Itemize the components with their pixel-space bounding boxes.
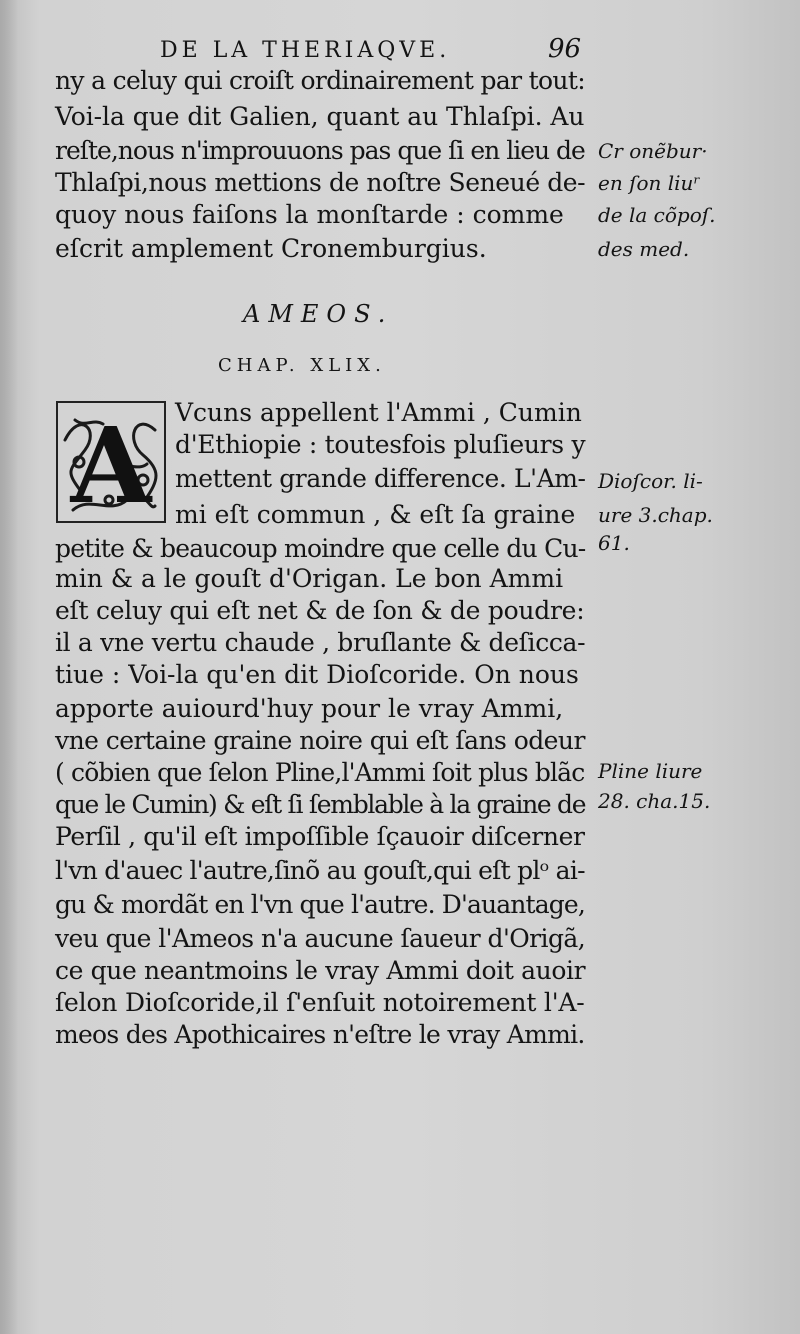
text-line: quoy nous faiſons la monſtarde : comme [55, 200, 564, 229]
text-line: mettent grande difference. L'Am- [175, 464, 586, 493]
margin-note-line: ure 3.chap. [598, 503, 713, 527]
text-line: gu & mordãt en l'vn que l'autre. D'auantage, [55, 890, 585, 919]
text-line: ſelon Dioſcoride,il ſ'enſuit notoirement l'A- [55, 988, 585, 1017]
text-line: eſcrit amplement Cronemburgius. [55, 234, 487, 263]
drop-cap-letter: A [70, 404, 152, 524]
margin-note-line: 61. [598, 531, 630, 555]
text-line: apporte auiourd'huy pour le vray Ammi, [55, 694, 564, 723]
text-line: Vcuns appellent l'Ammi , Cumin [175, 398, 582, 427]
ornamental-initial-a-icon [55, 400, 167, 524]
chapter-heading: CHAP. XLIX. [218, 355, 386, 376]
margin-note-line: Dioſcor. li- [598, 469, 703, 493]
text-line: l'vn d'auec l'autre,ſinõ au gouſt,qui eſt plᵒ ai- [55, 856, 585, 885]
margin-note-line: en ſon liuʳ [598, 171, 701, 195]
text-line: meos des Apothicaires n'eſtre le vray Ammi. [55, 1020, 585, 1049]
margin-note-line: 28. cha.15. [598, 789, 711, 813]
margin-note-line: Pline liure [598, 759, 703, 783]
text-line: ( cõbien que ſelon Pline,l'Ammi ſoit plus blãc [55, 758, 585, 787]
section-title: AMEOS. [243, 300, 394, 328]
text-line: ce que neantmoins le vray Ammi doit auoir [55, 956, 586, 985]
text-line: d'Ethiopie : toutesfois pluſieurs y [175, 430, 586, 459]
text-line: Perſil , qu'il eſt impoſſible ſçauoir diſcerner [55, 822, 585, 851]
running-title: DE LA THERIAQVE. [160, 38, 451, 63]
text-line: mi eſt commun , & eſt ſa graine [175, 500, 576, 529]
text-line: eſt celuy qui eſt net & de ſon & de poudre: [55, 596, 585, 625]
page-number: 96 [548, 34, 582, 64]
text-line: tiue : Voi-la qu'en dit Dioſcoride. On nous [55, 660, 579, 689]
text-line: Voi-la que dit Galien, quant au Thlaſpi. Au [55, 102, 585, 131]
text-line: ny a celuy qui croiſt ordinairement par tout: [55, 66, 585, 95]
text-line: petite & beaucoup moindre que celle du Cu- [55, 534, 586, 563]
text-line: que le Cumin) & eſt ſi ſemblable à la graine de [55, 790, 586, 819]
text-line: il a vne vertu chaude , bruſlante & deſicca- [55, 628, 586, 657]
text-line: vne certaine graine noire qui eſt ſans odeur [55, 726, 585, 755]
margin-note-line: de la cõpoſ. [598, 203, 716, 227]
page-spine-shadow [0, 0, 18, 1334]
text-line: reſte,nous n'improuuons pas que ſi en lieu de [55, 136, 585, 165]
text-line: veu que l'Ameos n'a aucune ſaueur d'Origã, [55, 924, 586, 953]
text-line: min & a le gouſt d'Origan. Le bon Ammi [55, 564, 564, 593]
margin-note-line: des med. [598, 237, 690, 261]
text-line: Thlaſpi,nous mettions de noſtre Seneué de- [55, 168, 586, 197]
margin-note-line: Cr onẽbur· [598, 139, 708, 163]
